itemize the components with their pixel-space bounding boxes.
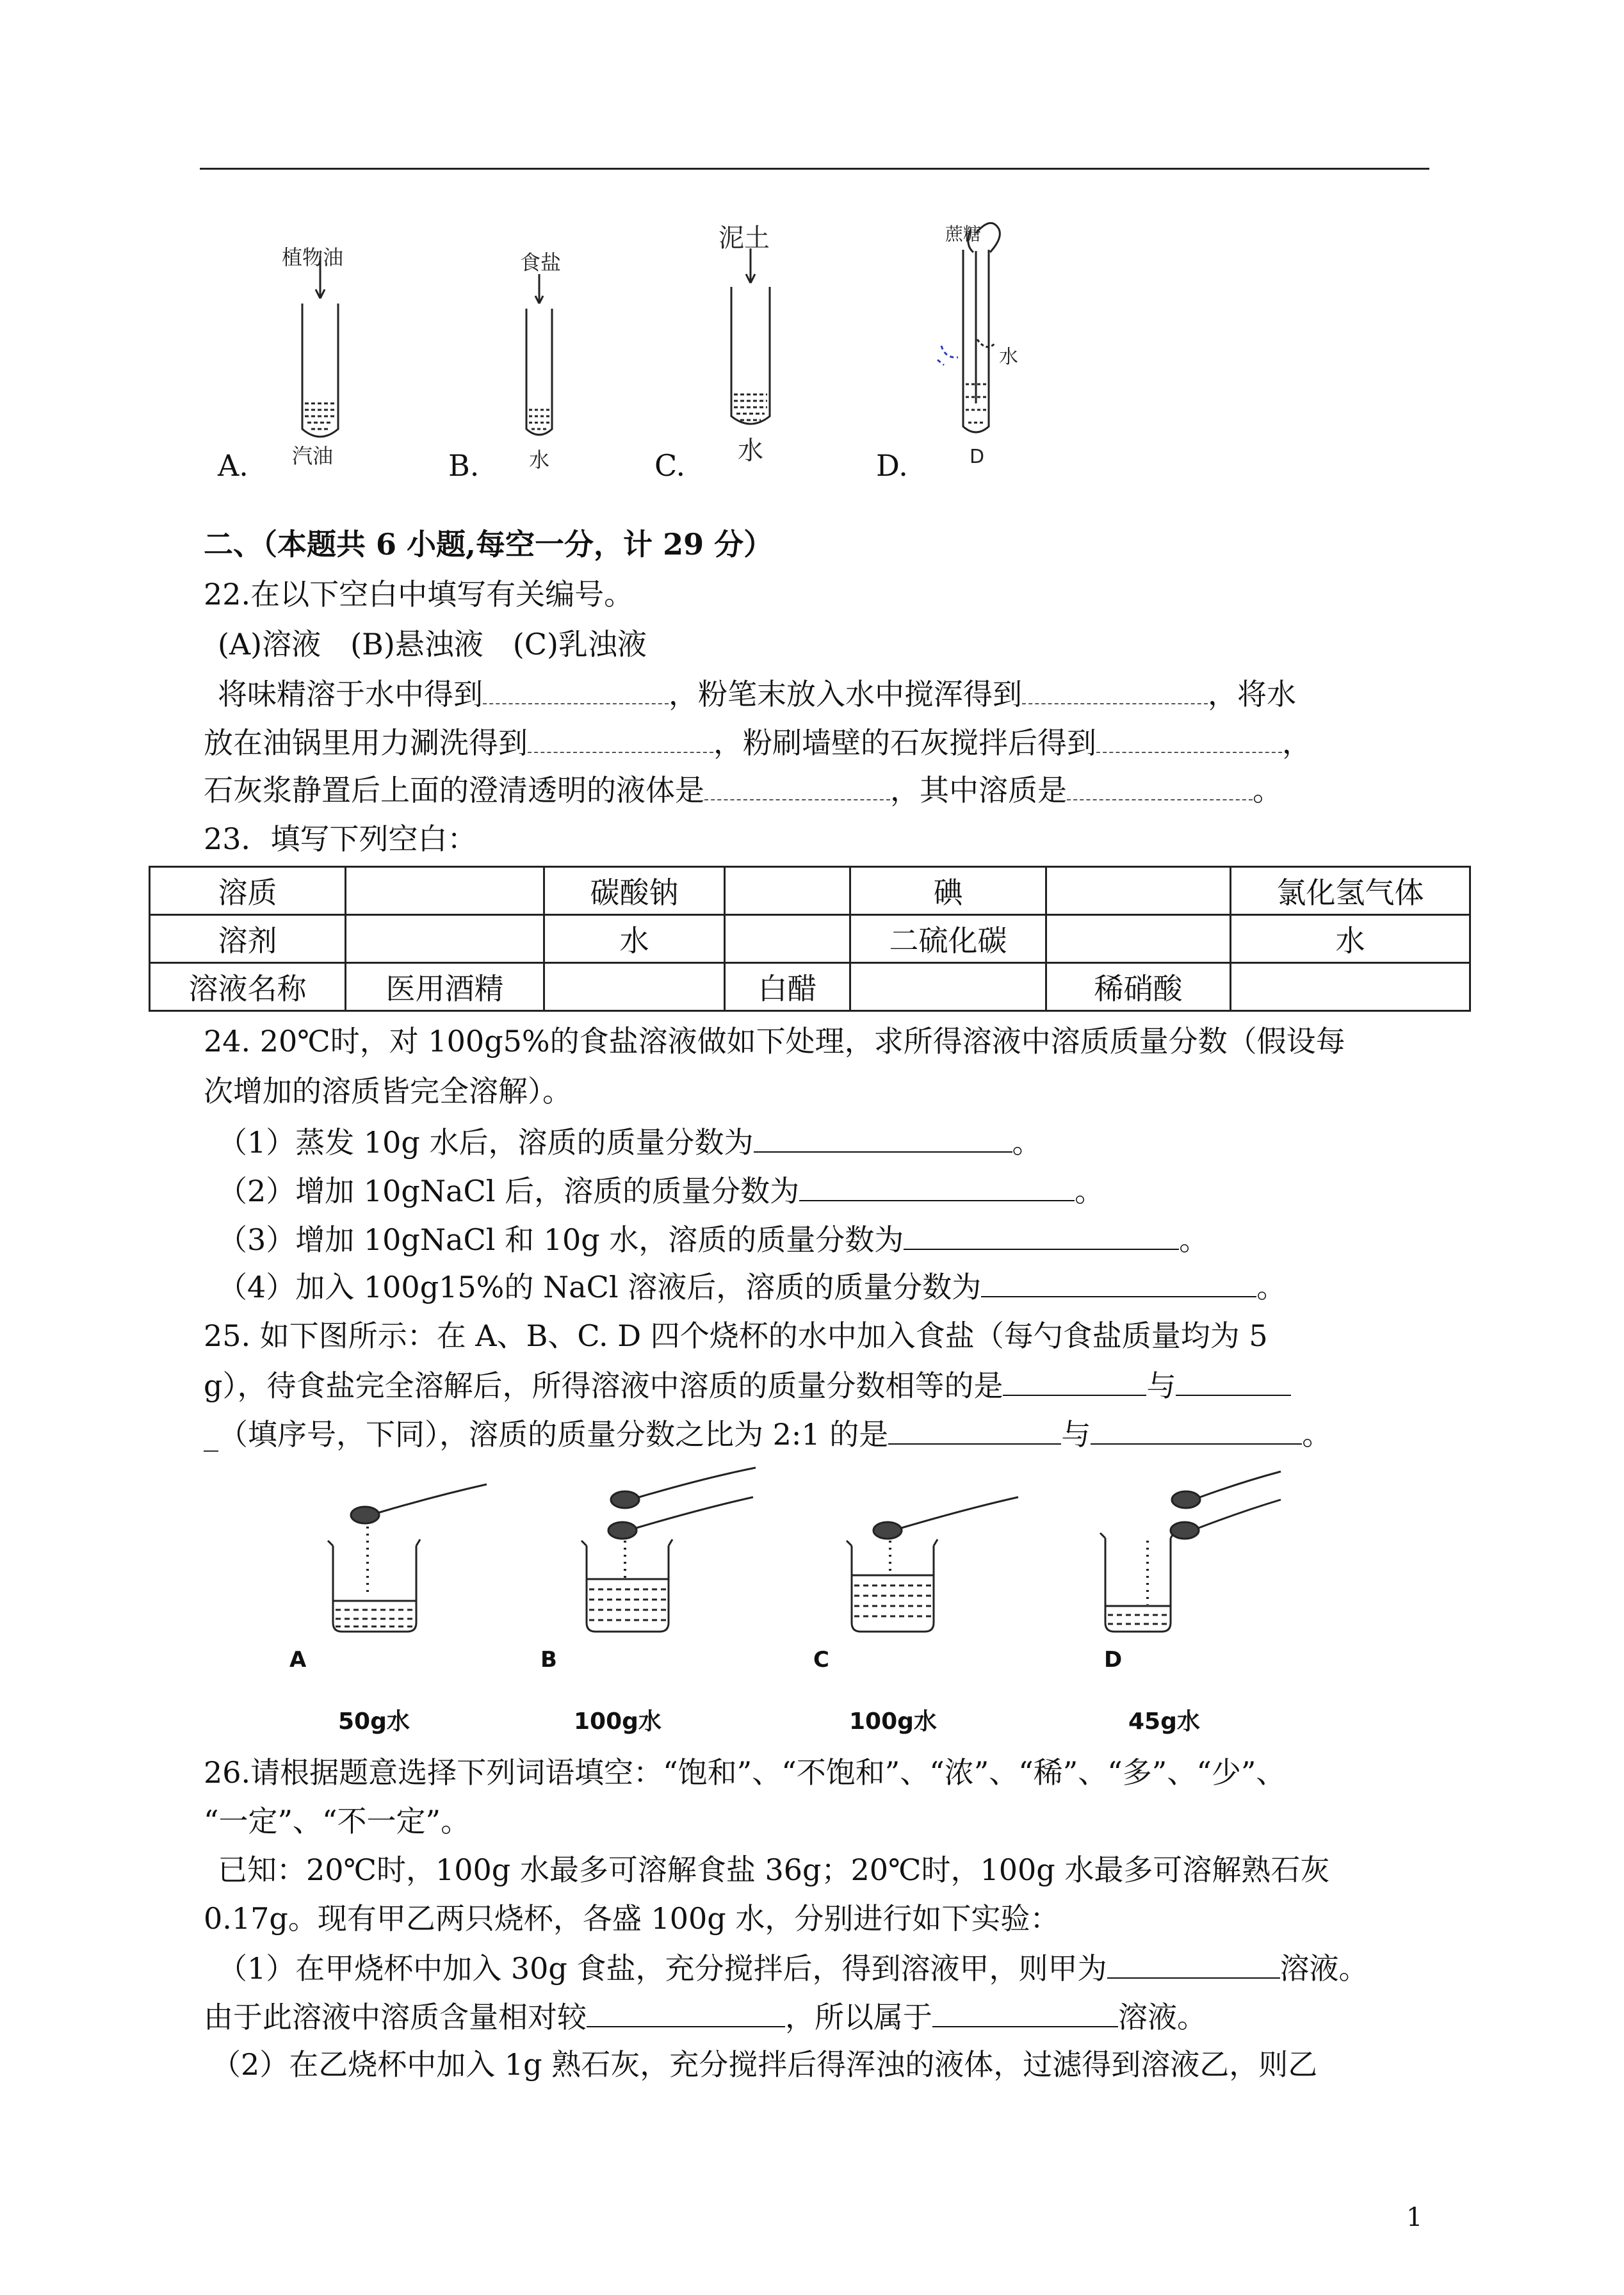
q22-l1c: ，将水 bbox=[1208, 677, 1296, 711]
test-tube-c bbox=[731, 248, 770, 424]
q26-blank-2[interactable] bbox=[587, 1997, 785, 2027]
q24-blank-3[interactable] bbox=[904, 1219, 1179, 1250]
q22-l1b: ，粉笔末放入水中搅浑得到 bbox=[669, 677, 1022, 711]
q25-l3b: 与 bbox=[1061, 1417, 1091, 1452]
beaker-b bbox=[581, 1468, 756, 1632]
q26-l5b: 溶液。 bbox=[1279, 1951, 1368, 1986]
table-cell[interactable] bbox=[544, 963, 725, 1011]
q22-blank-6[interactable] bbox=[1067, 770, 1253, 800]
q23-stem: 23．填写下列空白： bbox=[204, 822, 477, 856]
q22-l1a: 将味精溶于水中得到 bbox=[218, 677, 483, 711]
table-cell: 医用酒精 bbox=[346, 963, 544, 1011]
beaker-d bbox=[1100, 1472, 1281, 1632]
table-cell[interactable] bbox=[1046, 915, 1231, 963]
q26-l6a: 由于此溶液中溶质含量相对较 bbox=[204, 2000, 587, 2034]
beaker-d-letter: D bbox=[1104, 1647, 1123, 1673]
table-cell[interactable] bbox=[346, 867, 544, 915]
table-cell[interactable] bbox=[1046, 867, 1231, 915]
q25-l2b: 与 bbox=[1146, 1368, 1176, 1403]
table-cell[interactable] bbox=[346, 915, 544, 963]
tube-c-top-label: 泥土 bbox=[719, 223, 770, 253]
table-cell[interactable] bbox=[850, 963, 1046, 1011]
table-cell[interactable] bbox=[725, 915, 850, 963]
q22-blank-5[interactable] bbox=[704, 770, 890, 800]
q25-line-3 bbox=[204, 1414, 1331, 1454]
table-cell: 二硫化碳 bbox=[850, 915, 1046, 963]
q24-blank-2[interactable] bbox=[799, 1171, 1075, 1201]
q26-line-3: 已知：20℃时，100g 水最多可溶解食盐 36g；20℃时，100g 水最多可溶解熟石灰 bbox=[218, 1853, 1330, 1887]
q25-l2a: g），待食盐完全溶解后，所得溶液中溶质的质量分数相等的是 bbox=[204, 1368, 1003, 1403]
q24-item-1-end: 。 bbox=[1012, 1125, 1042, 1160]
table-cell: 白醋 bbox=[725, 963, 850, 1011]
test-tube-a bbox=[302, 256, 338, 437]
beaker-c-water: 100g水 bbox=[849, 1708, 937, 1735]
table-row bbox=[150, 963, 1470, 1011]
q26-l5a: （1）在甲烧杯中加入 30g 食盐，充分搅拌后，得到溶液甲，则甲为 bbox=[218, 1951, 1107, 1986]
q24-item-3-text: （3）增加 10gNaCl 和 10g 水，溶质的质量分数为 bbox=[218, 1222, 904, 1257]
beaker-d-water: 45g水 bbox=[1128, 1708, 1200, 1735]
q22-l2b: ，粉刷墙壁的石灰搅拌后得到 bbox=[713, 726, 1096, 760]
q26-line-1: 26.请根据题意选择下列词语填空：“饱和”、“不饱和”、“浓”、“稀”、“多”、“少”、 bbox=[204, 1755, 1286, 1790]
q22-blank-1[interactable] bbox=[483, 674, 669, 704]
beaker-figure bbox=[282, 1466, 1294, 1723]
beaker-c-letter: C bbox=[813, 1647, 829, 1673]
q22-line-2 bbox=[204, 722, 1311, 762]
q24-item-1-text: （1）蒸发 10g 水后，溶质的质量分数为 bbox=[218, 1125, 754, 1160]
table-cell: 氯化氢气体 bbox=[1231, 867, 1470, 915]
option-b: B. bbox=[448, 448, 480, 483]
test-tube-b bbox=[526, 274, 552, 435]
table-cell: 水 bbox=[1231, 915, 1470, 963]
q22-options: (A)溶液 (B)悬浊液 (C)乳浊液 bbox=[218, 627, 647, 661]
page-number: 1 bbox=[1406, 2203, 1423, 2232]
header-rule bbox=[200, 168, 1429, 170]
q25-blank-1[interactable] bbox=[1003, 1365, 1146, 1396]
q22-blank-3[interactable] bbox=[528, 722, 713, 753]
tube-c-bottom-label: 水 bbox=[738, 436, 763, 466]
q22-l2a: 放在油锅里用力涮洗得到 bbox=[204, 726, 528, 760]
q23-table bbox=[149, 866, 1471, 1012]
q26-l6c: 溶液。 bbox=[1118, 2000, 1206, 2034]
section-header: 二、（本题共 6 小题,每空一分，计 29 分） bbox=[204, 527, 774, 562]
beaker-a-letter: A bbox=[289, 1647, 307, 1673]
q22-line-3 bbox=[204, 770, 1282, 809]
q26-line-5 bbox=[218, 1948, 1368, 1988]
table-cell[interactable] bbox=[725, 867, 850, 915]
table-row bbox=[150, 915, 1470, 963]
q22-stem: 22.在以下空白中填写有关编号。 bbox=[204, 577, 634, 612]
tube-d-top-label: 蔗糖 bbox=[945, 223, 982, 245]
table-cell: 稀硝酸 bbox=[1046, 963, 1231, 1011]
q26-line-2: “一定”、“不一定”。 bbox=[204, 1804, 471, 1838]
q26-line-4: 0.17g。现有甲乙两只烧杯，各盛 100g 水，分别进行如下实验： bbox=[204, 1901, 1060, 1936]
table-cell: 溶剂 bbox=[150, 915, 346, 963]
q24-blank-1[interactable] bbox=[754, 1122, 1012, 1153]
q24-item-2-end: 。 bbox=[1075, 1174, 1105, 1208]
q24-item-3-end: 。 bbox=[1179, 1222, 1209, 1257]
option-a: A. bbox=[218, 448, 248, 483]
q22-l3b: ，其中溶质是 bbox=[890, 773, 1067, 807]
q24-item-2 bbox=[218, 1171, 1104, 1210]
q26-blank-3[interactable] bbox=[932, 1997, 1118, 2027]
q25-blank-2[interactable] bbox=[1176, 1365, 1291, 1396]
q22-l3c: 。 bbox=[1253, 773, 1282, 807]
q25-blank-3[interactable] bbox=[888, 1414, 1061, 1445]
q26-line-7: （2）在乙烧杯中加入 1g 熟石灰，充分搅拌后得浑浊的液体，过滤得到溶液乙，则乙 bbox=[211, 2047, 1318, 2082]
q26-line-6 bbox=[204, 1997, 1206, 2036]
beaker-a bbox=[328, 1484, 487, 1632]
q25-l3a: _（填序号，下同），溶质的质量分数之比为 2:1 的是 bbox=[204, 1417, 889, 1452]
beaker-b-letter: B bbox=[540, 1647, 557, 1673]
q25-l3c: 。 bbox=[1302, 1417, 1332, 1452]
beaker-c bbox=[847, 1497, 1018, 1632]
q26-blank-1[interactable] bbox=[1107, 1948, 1280, 1979]
table-cell: 碳酸钠 bbox=[544, 867, 725, 915]
beaker-b-water: 100g水 bbox=[574, 1708, 662, 1735]
q22-blank-2[interactable] bbox=[1022, 674, 1208, 704]
option-c: C. bbox=[654, 448, 686, 483]
tube-b-bottom-label: 水 bbox=[529, 448, 550, 472]
tube-b-top-label: 食盐 bbox=[520, 250, 562, 275]
test-tube-d bbox=[938, 223, 1000, 432]
q24-item-1 bbox=[218, 1122, 1042, 1162]
q25-line-2 bbox=[204, 1365, 1291, 1405]
table-row bbox=[150, 867, 1470, 915]
tube-d-bottom-label: D bbox=[970, 446, 985, 468]
q25-line-1: 25. 如下图所示：在 A、B、C. D 四个烧杯的水中加入食盐（每勺食盐质量均为 5 bbox=[204, 1318, 1268, 1353]
table-cell: 碘 bbox=[850, 867, 1046, 915]
q24-item-4 bbox=[218, 1267, 1286, 1306]
q24-blank-4[interactable] bbox=[981, 1267, 1256, 1297]
table-cell: 水 bbox=[544, 915, 725, 963]
beaker-a-water: 50g水 bbox=[338, 1708, 410, 1735]
table-cell: 溶液名称 bbox=[150, 963, 346, 1011]
option-d: D. bbox=[876, 448, 908, 483]
q24-item-3 bbox=[218, 1219, 1208, 1259]
q26-l6b: ，所以属于 bbox=[785, 2000, 932, 2034]
q24-item-4-text: （4）加入 100g15%的 NaCl 溶液后，溶质的质量分数为 bbox=[218, 1270, 982, 1304]
q24-stem-1: 24. 20℃时，对 100g5%的食盐溶液做如下处理，求所得溶液中溶质质量分数（假设每 bbox=[204, 1024, 1345, 1058]
table-cell[interactable] bbox=[1231, 963, 1470, 1011]
tube-a-bottom-label: 汽油 bbox=[292, 444, 334, 468]
tube-d-side-label: 水 bbox=[999, 346, 1018, 368]
q22-l3a: 石灰浆静置后上面的澄清透明的液体是 bbox=[204, 773, 704, 807]
q22-l2c: ， bbox=[1282, 726, 1311, 760]
q24-stem-2: 次增加的溶质皆完全溶解）。 bbox=[204, 1074, 572, 1108]
table-cell: 溶质 bbox=[150, 867, 346, 915]
tube-a-top-label: 植物油 bbox=[282, 245, 344, 270]
q24-item-4-end: 。 bbox=[1256, 1270, 1287, 1304]
q22-line-1 bbox=[218, 674, 1296, 713]
q25-blank-4[interactable] bbox=[1091, 1414, 1302, 1445]
q22-blank-4[interactable] bbox=[1096, 722, 1282, 753]
q24-item-2-text: （2）增加 10gNaCl 后，溶质的质量分数为 bbox=[218, 1174, 800, 1208]
